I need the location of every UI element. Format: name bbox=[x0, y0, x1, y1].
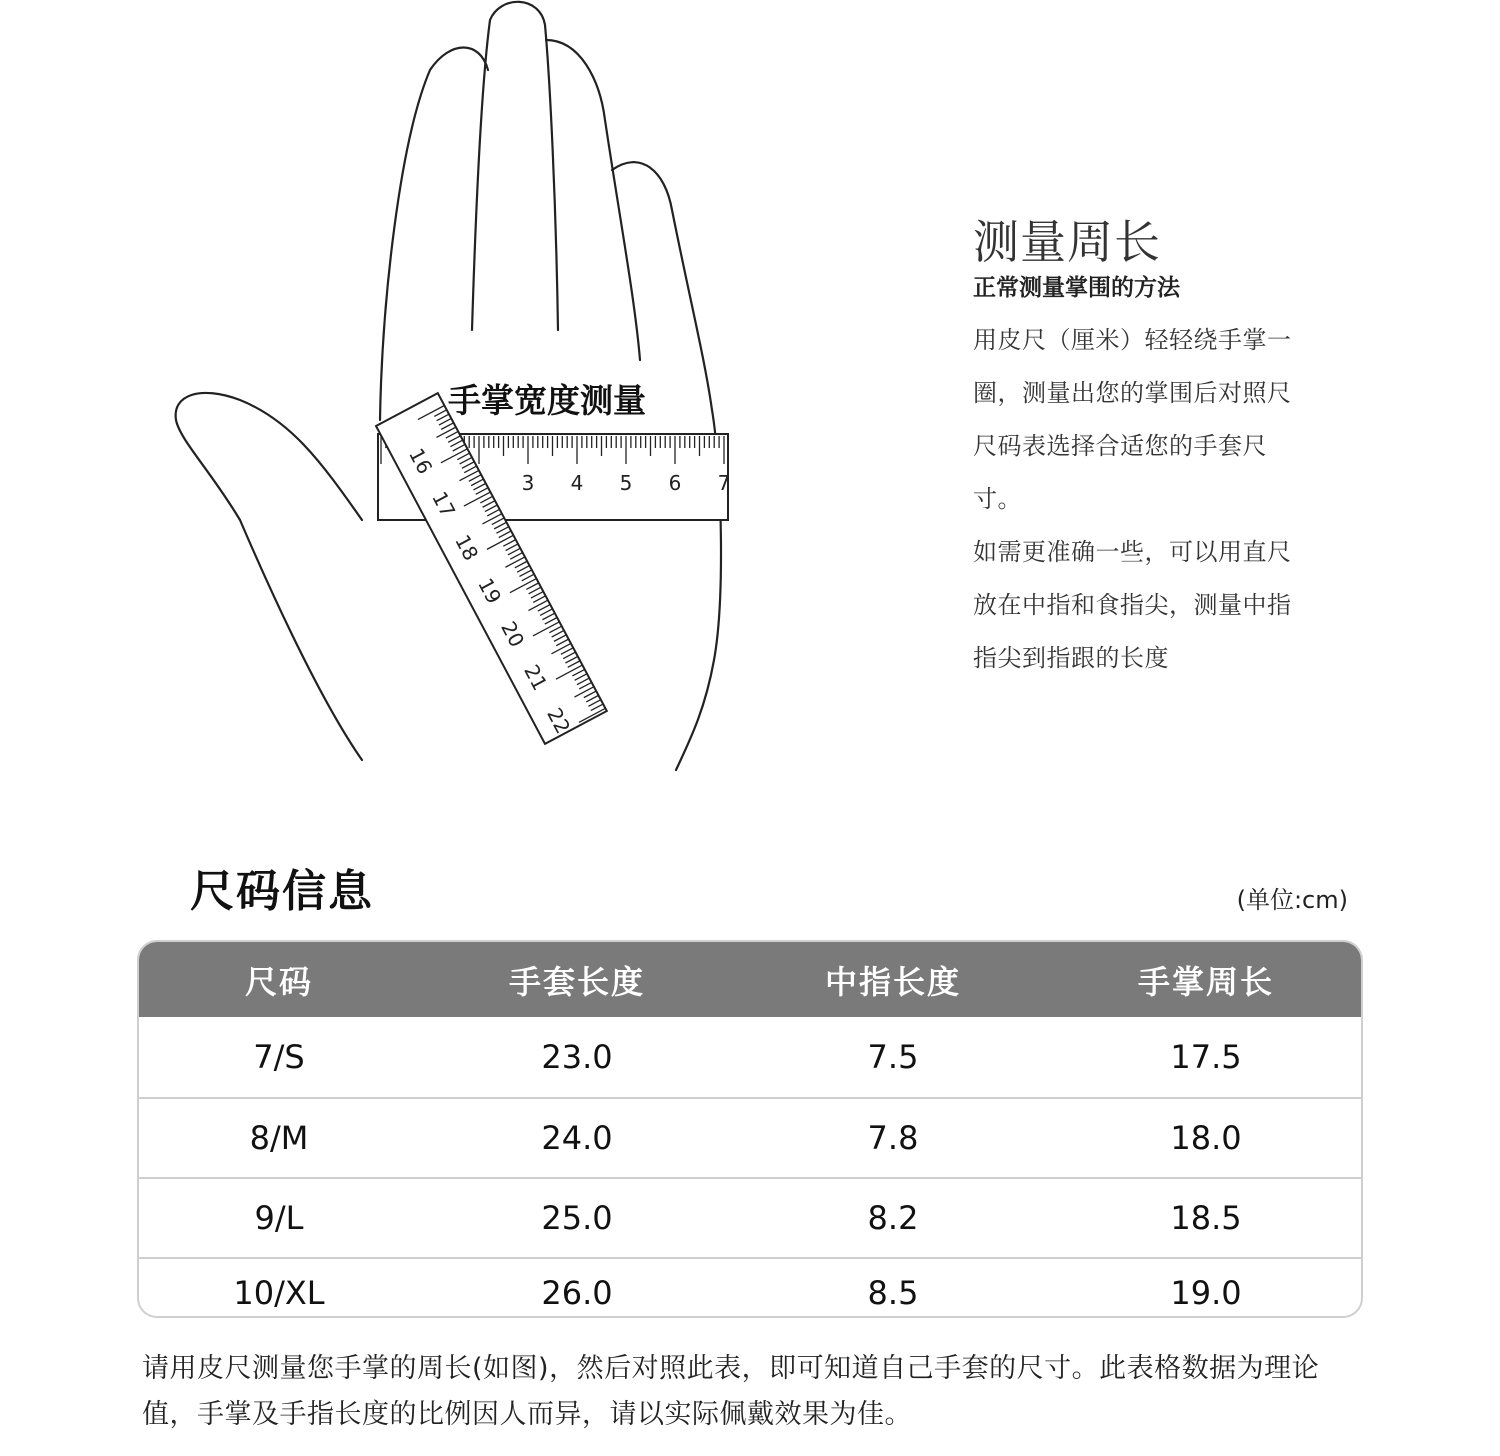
size-table bbox=[137, 940, 1363, 1318]
cell-glove-length: 26.0 bbox=[541, 1273, 613, 1312]
ruler-number: 16 bbox=[404, 444, 438, 478]
measure-instructions bbox=[973, 212, 1333, 685]
cell-size: 7/S bbox=[253, 1038, 305, 1076]
measure-paragraph: 用皮尺（厘米）轻轻绕手掌一圈，测量出您的掌围后对照尺尺码表选择合适您的手套尺寸。 bbox=[973, 326, 1292, 513]
table-row bbox=[139, 1097, 1361, 1177]
header-glove-length: 手套长度 bbox=[508, 962, 645, 1001]
table-row bbox=[139, 1017, 1361, 1097]
cell-size: 10/XL bbox=[233, 1273, 325, 1312]
ruler-number: 20 bbox=[496, 617, 530, 652]
cell-size: 8/M bbox=[249, 1119, 309, 1157]
cell-palm-circumference: 18.0 bbox=[1170, 1119, 1242, 1157]
measure-title: 测量周长 bbox=[973, 215, 1161, 269]
table-row bbox=[139, 1177, 1361, 1257]
ruler-number: 5 bbox=[619, 471, 633, 495]
ring-finger-outline bbox=[546, 40, 640, 360]
table-header bbox=[139, 942, 1361, 1017]
cell-palm-circumference: 19.0 bbox=[1170, 1273, 1242, 1312]
hand-measurement-illustration bbox=[160, 0, 760, 810]
ruler-number: 17 bbox=[427, 487, 461, 522]
thumb-outline bbox=[176, 393, 362, 760]
table-row bbox=[139, 1257, 1361, 1318]
ruler-number: 22 bbox=[542, 703, 576, 738]
unit-label: (单位:cm) bbox=[1236, 886, 1348, 914]
cell-palm-circumference: 18.5 bbox=[1170, 1199, 1242, 1237]
cell-palm-circumference: 17.5 bbox=[1170, 1038, 1242, 1076]
palm-width-label: 手掌宽度测量 bbox=[448, 381, 646, 420]
measure-subtitle: 正常测量掌围的方法 bbox=[973, 275, 1180, 301]
ruler-number: 19 bbox=[473, 574, 507, 608]
header-middle-finger-length: 中指长度 bbox=[824, 962, 961, 1001]
ruler-number: 3 bbox=[521, 471, 535, 495]
header-palm-circumference: 手掌周长 bbox=[1137, 962, 1274, 1001]
ruler-number: 7 bbox=[717, 471, 731, 495]
cell-middle-finger-length: 7.8 bbox=[867, 1119, 919, 1157]
header-size: 尺码 bbox=[244, 962, 313, 1001]
size-info-title: 尺码信息 bbox=[190, 866, 374, 917]
cell-glove-length: 24.0 bbox=[541, 1119, 613, 1157]
ruler-number: 6 bbox=[668, 471, 682, 495]
cell-middle-finger-length: 7.5 bbox=[867, 1038, 919, 1076]
cell-glove-length: 25.0 bbox=[541, 1199, 613, 1237]
footnote: 请用皮尺测量您手掌的周长(如图)，然后对照此表，即可知道自己手套的尺寸。此表格数据为理论值，手掌及手指长度的比例因人而异，请以实际佩戴效果为佳。 bbox=[142, 1353, 1320, 1430]
cell-middle-finger-length: 8.2 bbox=[867, 1199, 919, 1237]
measure-paragraph: 如需更准确一些，可以用直尺放在中指和食指尖，测量中指指尖到指跟的长度 bbox=[973, 538, 1292, 672]
cell-size: 9/L bbox=[254, 1199, 304, 1237]
ruler-number: 18 bbox=[450, 530, 484, 565]
little-finger-outline bbox=[612, 162, 712, 410]
middle-finger-outline bbox=[472, 2, 558, 330]
cell-glove-length: 23.0 bbox=[541, 1038, 613, 1076]
index-finger-outline bbox=[380, 48, 488, 421]
cell-middle-finger-length: 8.5 bbox=[867, 1273, 919, 1312]
ruler-number: 4 bbox=[570, 471, 584, 495]
ruler-number: 21 bbox=[519, 660, 553, 695]
